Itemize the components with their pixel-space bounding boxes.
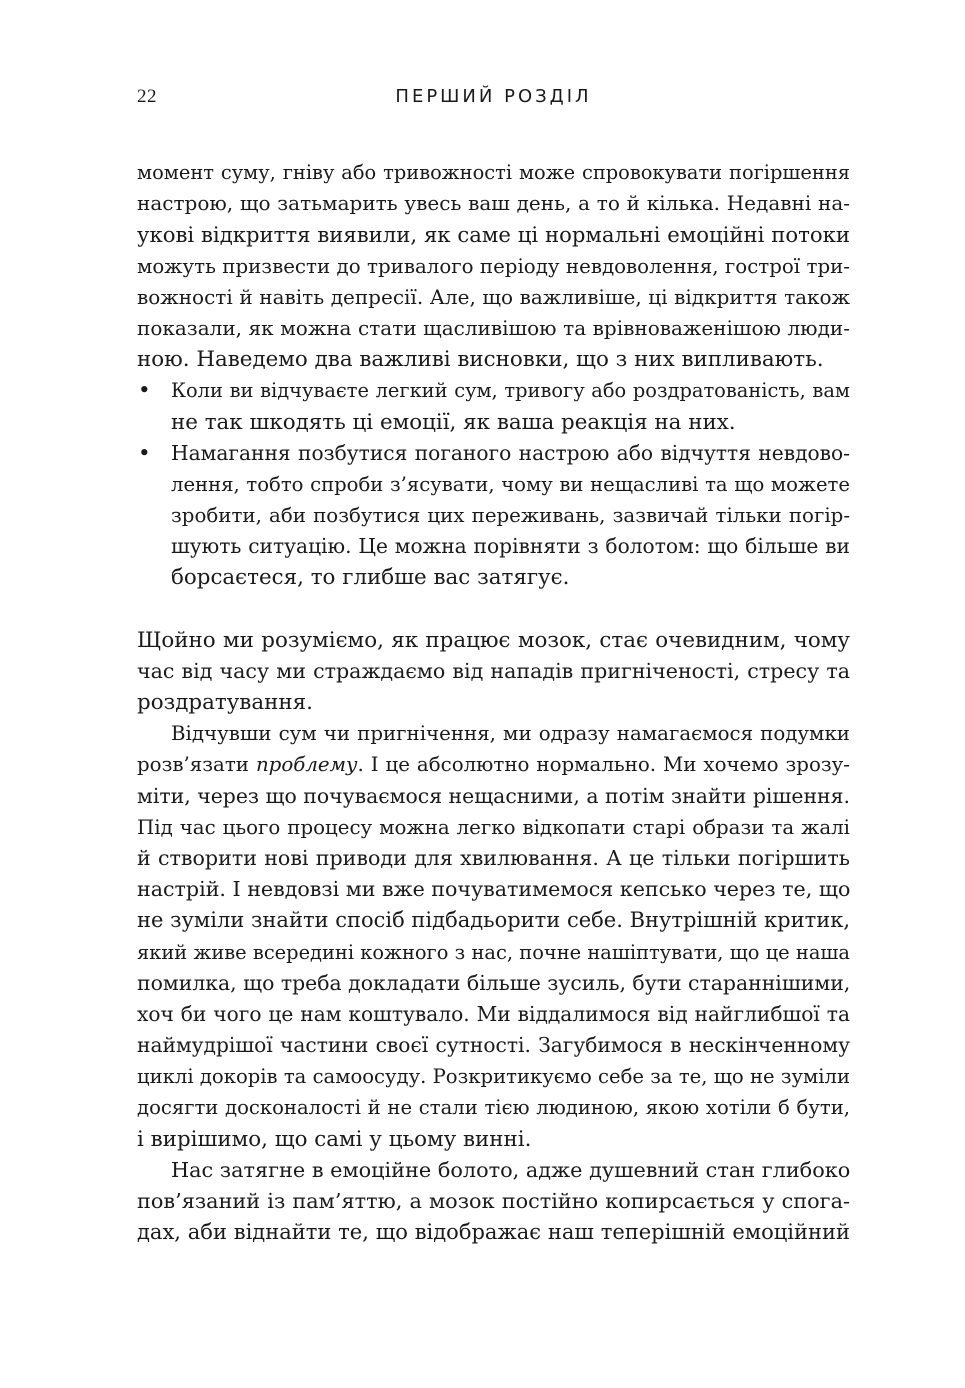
text-line: дах, аби віднайти те, що відображає наш теперішній емоційний	[137, 1220, 850, 1245]
text-line: хоч би чого це нам коштувало. Ми віддалимося від найглибшої та	[137, 1001, 850, 1026]
text-line: зробити, аби позбутися цих переживань, зазвичай тільки погір-	[171, 504, 850, 528]
page-number: 22	[137, 86, 157, 107]
text-line-with-emphasis	[137, 749, 850, 780]
bullet-item-1	[137, 375, 850, 437]
text-line: пов’язаний із пам’яттю, а мозок постійно копирсається у спога-	[137, 1189, 850, 1213]
text-line: вожності й навіть депресії. Але, що важливіше, ці відкриття також	[137, 284, 850, 309]
emphasized-word: проблему	[255, 753, 358, 777]
section-gap	[137, 594, 850, 625]
text-line: й створити нові приводи для хвилювання. А це тільки погіршить	[137, 845, 850, 870]
text-line: Намагання позбутися поганого настрою або відчуття невдово-	[171, 440, 850, 465]
text-line: помилка, що треба докладати більше зусиль, бути стараннішими,	[137, 970, 851, 995]
text-line: лення, тобто спроби з’ясувати, чому ви нещасливі та що можете	[171, 472, 850, 496]
text-line: настрою, що затьмарить увесь ваш день, а то й кілька. Недавні на-	[137, 191, 850, 216]
text-line: показали, як можна стати щасливішою та врівноваженішою люди-	[137, 315, 850, 340]
paragraph-1	[137, 157, 850, 375]
text-line: не так шкодять ці емоції, як ваша реакція на них.	[171, 409, 736, 435]
text-line: який живе всередині кожного з нас, почне нашіптувати, що це наша	[137, 940, 850, 964]
text-line: ною. Наведемо два важливі висновки, що з них випливають.	[137, 347, 824, 373]
text-line: момент суму, гніву або тривожності може спровокувати погіршення	[137, 161, 850, 184]
text-line: настрій. І невдовзі ми вже почуватимемося кепсько через те, що	[137, 877, 851, 902]
text-line: досягти досконалості й не стали тією людиною, якою хотіли б бути,	[137, 1096, 850, 1120]
text-line: шують ситуацію. Це можна порівняти з болотом: що більше ви	[171, 534, 850, 559]
text-line: міти, через що почуваємося нещасними, а потім знайти рішення.	[137, 783, 850, 808]
page-header	[137, 86, 850, 110]
bullet-marker: •	[138, 378, 151, 404]
text-fragment: розв’язати	[137, 753, 256, 777]
paragraph-4	[137, 1155, 850, 1249]
text-line: циклі докорів та самоосуду. Розкритикуємо себе за те, що не зуміли	[137, 1065, 851, 1089]
bullet-item-2	[137, 438, 850, 594]
bullet-marker: •	[138, 440, 151, 466]
text-line: час від часу ми страждаємо від нападів пригніченості, стресу та	[137, 658, 850, 683]
paragraph-3	[137, 718, 850, 1155]
text-line: роздратування.	[137, 690, 313, 715]
text-line: можуть призвести до тривалого періоду невдоволення, гострої три-	[137, 254, 850, 278]
text-line: не зуміли знайти спосіб підбадьорити себе. Внутрішній критик,	[137, 908, 851, 933]
chapter-running-head: ПЕРШИЙ РОЗДІЛ	[395, 86, 592, 107]
text-line: наймудрішої частини своєї сутності. Загубимося в нескінченному	[137, 1033, 850, 1058]
text-line: укові відкриття виявили, як саме ці нормальні емоційні потоки	[137, 222, 850, 248]
text-line: борсаєтеся, то глибше вас затягує.	[171, 565, 570, 591]
text-line: Відчувши сум чи пригнічення, ми одразу намагаємося подумки	[171, 722, 850, 746]
page-body	[137, 157, 850, 1248]
text-fragment: . І це абсолютно нормально. Ми хочемо зрозу-	[357, 753, 850, 777]
paragraph-2	[137, 625, 850, 719]
text-line: Під час цього процесу можна легко відкопати старі образи та жалі	[137, 815, 850, 839]
text-line: Щойно ми розуміємо, як працює мозок, стає очевидним, чому	[137, 627, 850, 653]
text-line: Коли ви відчуваєте легкий сум, тривогу або роздратованість, вам	[171, 379, 850, 403]
text-line: і вирішимо, що самі у цьому винні.	[137, 1126, 532, 1152]
text-line: Нас затягне в емоційне болото, адже душевний стан глибоко	[171, 1157, 851, 1182]
